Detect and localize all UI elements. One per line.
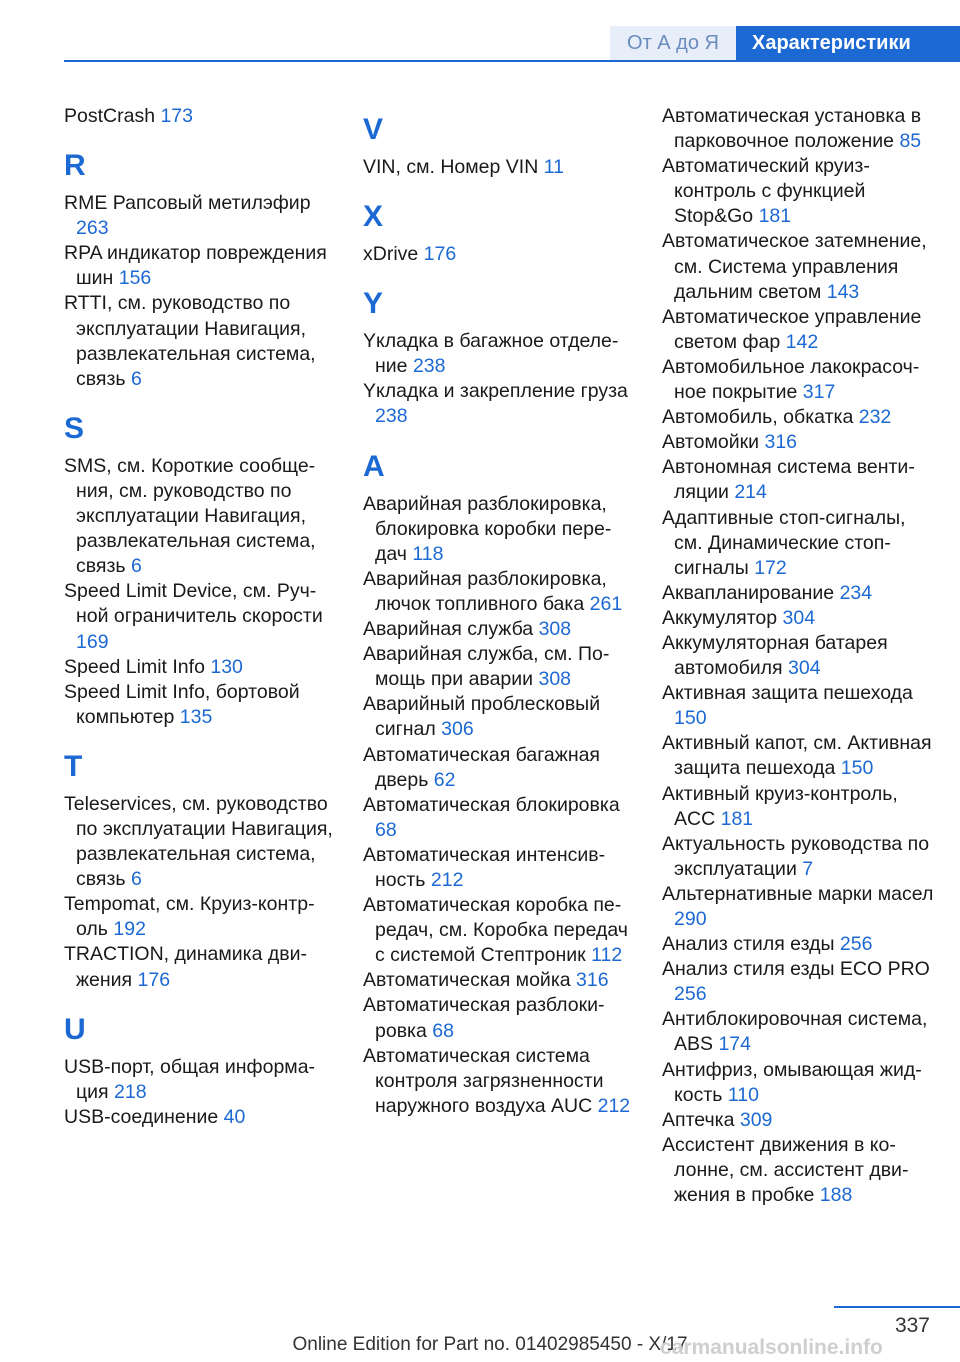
- index-entry-term: RPA индикатор повреждения шин: [64, 242, 327, 290]
- index-entry-term: Актуальность руководства по эксплуатации: [662, 832, 930, 880]
- index-entry-page-link[interactable]: 118: [412, 542, 444, 565]
- index-entry-term: Альтернативные марки масел: [662, 882, 934, 905]
- index-entry-page-link[interactable]: 256: [674, 983, 707, 1006]
- index-entry: [363, 743, 635, 793]
- index-entry-page-link[interactable]: 11: [543, 156, 564, 178]
- index-entry: [64, 579, 334, 654]
- index-entry: [662, 882, 938, 932]
- index-entry-page-link[interactable]: 261: [589, 592, 623, 615]
- index-letter-heading: T: [64, 749, 83, 783]
- index-entry: [363, 329, 635, 379]
- index-letter-heading: Y: [363, 287, 384, 321]
- index-entry: [64, 454, 334, 579]
- index-entry-page-link[interactable]: 238: [375, 405, 408, 428]
- index-entry-page-link[interactable]: 130: [210, 655, 243, 678]
- index-entry-term: Анализ стиля езды ECO PRO: [662, 958, 930, 981]
- index-entry-page-link[interactable]: 316: [764, 431, 798, 454]
- index-entry-term: Speed Limit Info, бортовой компьютер: [64, 680, 300, 728]
- index-entry-page-link[interactable]: 176: [423, 243, 457, 266]
- index-entry-term: Teleservices, см. руководство по эксплуатации Навигация, развлекательная система, связь: [64, 792, 333, 891]
- index-entry: [662, 104, 938, 154]
- index-entry-page-link[interactable]: 218: [114, 1080, 147, 1103]
- index-entry-page-link[interactable]: 309: [739, 1108, 773, 1131]
- index-entry: [64, 241, 334, 291]
- index-entry-page-link[interactable]: 192: [113, 918, 146, 941]
- index-entry: [363, 379, 635, 429]
- index-entry: [662, 154, 938, 229]
- index-entry: [363, 642, 635, 692]
- index-entry-term: Аккумулятор: [662, 606, 783, 629]
- index-entry-term: USB-соединение: [64, 1105, 224, 1128]
- index-entry: [662, 957, 938, 1007]
- index-entry-term: Автоматический круиз-контроль с функцией Stop&Go: [662, 155, 870, 228]
- index-entry: [662, 631, 938, 681]
- index-column-2: [363, 104, 635, 1119]
- index-letter-heading: U: [64, 1012, 86, 1046]
- index-entry: [64, 655, 334, 680]
- index-entry-term: xDrive: [363, 243, 424, 266]
- index-entry-term: Автономная система вентиляции: [662, 456, 915, 504]
- index-entry-term: USB-порт, общая информация: [64, 1055, 316, 1103]
- index-entry-page-link[interactable]: 232: [858, 406, 892, 429]
- index-column-1: [64, 104, 334, 1130]
- index-entry-page-link[interactable]: 135: [179, 705, 213, 728]
- index-entry: [662, 355, 938, 405]
- header-chapter-tab[interactable]: Характеристики: [736, 26, 960, 60]
- index-entry: [363, 567, 635, 617]
- index-letter-heading: S: [64, 411, 85, 445]
- index-entry-page-link[interactable]: 143: [826, 280, 860, 303]
- index-entry-term: Аварийная разблокировка, блокировка коробки передач: [363, 492, 612, 565]
- header-section-tab[interactable]: От А до Я: [610, 26, 736, 60]
- index-entry-term: Антиблокировочная система, ABS: [662, 1008, 928, 1056]
- index-entry: [64, 191, 334, 241]
- index-entry-term: Аварийный проблесковый сигнал: [363, 693, 601, 741]
- index-entry-page-link[interactable]: 6: [130, 555, 142, 578]
- index-entry-page-link[interactable]: 188: [819, 1184, 853, 1207]
- index-entry-term: VIN, см. Номер VIN: [363, 156, 544, 178]
- index-entry-term: Автомойки: [662, 431, 765, 454]
- index-entry: [64, 892, 334, 942]
- index-entry-term: Аварийная служба: [363, 618, 539, 641]
- index-entry-term: PostCrash: [64, 105, 161, 127]
- index-entry: [662, 932, 938, 957]
- index-entry-page-link[interactable]: 40: [223, 1105, 246, 1128]
- index-entry-term: Автоматическая мойка: [363, 969, 577, 992]
- index-letter-heading: V: [363, 113, 384, 146]
- index-entry: [662, 1007, 938, 1057]
- index-letter-heading: A: [363, 449, 385, 483]
- index-entry: [64, 942, 334, 992]
- index-entry-page-link[interactable]: 68: [375, 818, 397, 841]
- index-entry-page-link[interactable]: 212: [597, 1094, 631, 1117]
- index-entry-page-link[interactable]: 238: [412, 355, 446, 378]
- index-entry-term: Автомобиль, обкатка: [662, 406, 859, 429]
- index-entry: [363, 993, 635, 1043]
- index-entry-page-link[interactable]: 290: [674, 908, 707, 930]
- index-entry-page-link[interactable]: 263: [76, 217, 109, 240]
- index-entry-term: Ассистент движения в колонне, см. ассистент движения в пробке: [662, 1133, 909, 1207]
- index-entry: [363, 793, 635, 843]
- index-entry-page-link[interactable]: 6: [130, 868, 142, 891]
- index-entry-term: Адаптивные стоп-сигналы, см. Динамические стоп-сигналы: [662, 506, 906, 579]
- index-entry-term: Tempomat, см. Круиз-контроль: [64, 893, 315, 941]
- index-entry-page-link[interactable]: 256: [839, 933, 873, 956]
- index-entry-term: Автоматическое затемнение, см. Система управления дальним светом: [662, 230, 927, 303]
- index-entry-page-link[interactable]: 308: [538, 618, 572, 641]
- index-entry-page-link[interactable]: 308: [538, 668, 572, 691]
- index-entry-term: Speed Limit Device, см. Ручной ограничитель скорости: [64, 580, 323, 628]
- index-entry: [662, 581, 938, 606]
- index-entry-page-link[interactable]: 176: [137, 968, 171, 991]
- index-entry: [662, 305, 938, 355]
- index-entry-term: Активная защита пешехода: [662, 682, 913, 705]
- index-entry-term: Аккумуляторная батарея автомобиля: [662, 631, 888, 680]
- index-entry-page-link[interactable]: 173: [160, 105, 193, 127]
- index-entry-page-link[interactable]: 304: [788, 657, 821, 680]
- index-entry: [662, 606, 938, 631]
- index-entry: [64, 104, 334, 129]
- index-entry: [662, 455, 938, 505]
- index-entry-page-link[interactable]: 316: [576, 969, 609, 992]
- index-entry: [363, 242, 635, 267]
- index-entry-page-link[interactable]: 304: [782, 606, 816, 629]
- index-entry-page-link[interactable]: 112: [591, 944, 623, 967]
- index-entry-page-link[interactable]: 306: [441, 718, 474, 741]
- index-entry: [363, 617, 635, 642]
- index-entry-term: Автоматическая блокировка: [363, 793, 620, 816]
- index-entry: [662, 229, 938, 304]
- index-entry: [363, 1044, 635, 1119]
- index-entry: [662, 782, 938, 832]
- index-entry-term: Антифриз, омывающая жидкость: [662, 1058, 922, 1106]
- index-entry-page-link[interactable]: 68: [432, 1019, 454, 1042]
- page-number: 337: [894, 1314, 930, 1337]
- index-entry: [363, 893, 635, 968]
- index-entry-term: Анализ стиля езды: [662, 933, 840, 956]
- watermark: carmanualsonline.info: [660, 1336, 883, 1359]
- index-entry-term: Автоматическое управление светом фар: [662, 305, 922, 353]
- index-column-3: [662, 104, 938, 1208]
- index-entry-term: Активный капот, см. Активная защита пешехода: [662, 732, 932, 780]
- index-entry: [64, 792, 334, 892]
- index-entry-page-link[interactable]: 156: [118, 267, 152, 290]
- index-letter-heading: X: [363, 200, 384, 234]
- index-entry-term: TRACTION, динамика движения: [64, 943, 308, 991]
- index-entry-page-link[interactable]: 62: [433, 768, 456, 791]
- index-entry-term: Автомобильное лакокрасочное покрытие: [662, 355, 920, 404]
- index-entry-term: Аквапланирование: [662, 581, 840, 604]
- index-entry: [64, 1105, 334, 1130]
- index-entry-page-link[interactable]: 174: [718, 1033, 751, 1056]
- index-entry-page-link[interactable]: 212: [430, 868, 464, 891]
- index-entry-term: Аптечка: [662, 1108, 740, 1131]
- footer-rule: [834, 1306, 960, 1308]
- index-entry: [363, 843, 635, 893]
- index-letter-heading: R: [64, 149, 86, 183]
- index-entry: [64, 291, 334, 391]
- index-entry-term: Автоматическая установка в парковочное положение: [662, 105, 922, 153]
- index-entry: [662, 832, 938, 882]
- index-entry-page-link[interactable]: 85: [899, 130, 922, 153]
- index-entry-page-link[interactable]: 214: [734, 481, 767, 504]
- edition-note: Online Edition for Part no. 01402985450 - X/17: [292, 1334, 688, 1355]
- index-entry-page-link[interactable]: 317: [802, 381, 836, 404]
- index-entry-page-link[interactable]: 110: [727, 1083, 759, 1106]
- index-entry-page-link[interactable]: 6: [130, 367, 142, 390]
- index-entry-term: Активный круиз-контроль, ACC: [662, 782, 898, 830]
- index-entry-term: Автоматическая интенсивность: [363, 843, 606, 891]
- index-entry-term: Yкладка и закрепление груза: [363, 380, 628, 403]
- index-entry: [662, 430, 938, 455]
- index-entry: [662, 1133, 938, 1208]
- index-entry-page-link[interactable]: 181: [720, 807, 754, 830]
- index-entry-term: RTTI, см. руководство по эксплуатации Навигация, развлекательная система, связь: [64, 292, 316, 390]
- header-rule: [64, 60, 960, 62]
- index-entry-page-link[interactable]: 7: [802, 857, 814, 880]
- index-entry-term: Автоматическая коробка передач, см. Коробка передач с системой Стептроник: [363, 894, 628, 967]
- index-entry: [64, 680, 334, 730]
- index-entry-term: SMS, см. Короткие сообщения, см. руководство по эксплуатации Навигация, развлекательная система, связь: [64, 454, 316, 578]
- index-entry-page-link[interactable]: 150: [840, 757, 874, 780]
- index-entry-term: Автоматическая багажная дверь: [363, 743, 600, 791]
- index-entry: [662, 731, 938, 781]
- index-entry: [363, 692, 635, 742]
- index-entry-term: RME Рапсовый метилэфир: [64, 192, 311, 215]
- index-entry: [363, 492, 635, 567]
- index-entry: [662, 681, 938, 731]
- index-entry: [64, 1055, 334, 1105]
- index-entry-page-link[interactable]: 181: [758, 205, 792, 228]
- index-entry-term: Автоматическая система контроля загрязненности наружного воздуха AUC: [363, 1044, 604, 1117]
- index-entry-term: Аварийная служба, см. Помощь при аварии: [363, 643, 610, 691]
- index-entry-page-link[interactable]: 234: [839, 581, 873, 604]
- index-entry-page-link[interactable]: 169: [76, 630, 109, 653]
- index-entry-page-link[interactable]: 150: [674, 707, 707, 730]
- index-entry: [662, 405, 938, 430]
- index-entry-page-link[interactable]: 172: [754, 556, 787, 579]
- index-entry-term: Speed Limit Info: [64, 655, 211, 678]
- index-entry: [363, 968, 635, 993]
- index-entry-term: Автоматическая разблокировка: [363, 994, 605, 1042]
- index-entry: [662, 506, 938, 581]
- index-entry-term: Аварийная разблокировка, лючок топливного бака: [363, 567, 607, 615]
- index-entry-term: Yкладка в багажное отделение: [363, 330, 619, 378]
- index-entry: [363, 155, 635, 180]
- index-entry: [662, 1108, 938, 1133]
- index-entry-page-link[interactable]: 142: [785, 330, 819, 353]
- index-entry: [662, 1058, 938, 1108]
